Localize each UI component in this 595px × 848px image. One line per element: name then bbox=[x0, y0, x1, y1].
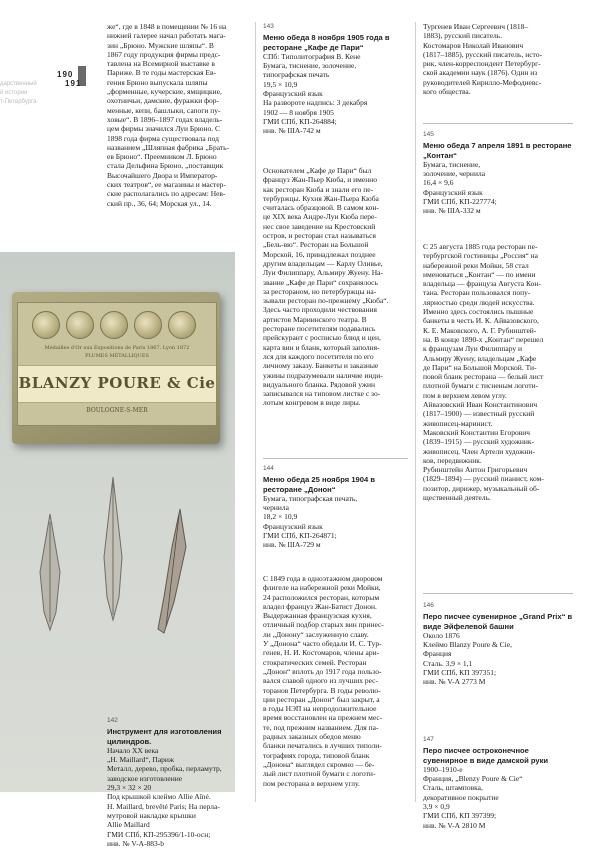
text-line: флигеле на набережной реки Мойки, bbox=[263, 583, 381, 593]
text-line: Высочайшего Двора и Император- bbox=[107, 170, 218, 180]
text-line: набережной реки Мойки, 58 стал bbox=[423, 260, 529, 270]
detail-line: Сталь. 3,9 × 1,1 bbox=[423, 658, 473, 668]
entry-145 bbox=[423, 130, 573, 216]
text-line: ских театров“, ее магазины и мастер- bbox=[107, 180, 226, 190]
detail-line: СПб: Типолитография В. Кене bbox=[263, 51, 361, 61]
entry-title: Меню обеда 7 апреля 1891 в ресторане „Контан“ bbox=[423, 141, 572, 160]
text-line: записывался на типовом листке с зо- bbox=[263, 389, 381, 399]
folio bbox=[57, 70, 100, 88]
column-2-text bbox=[263, 166, 408, 408]
text-line: за рестораном, но петербуржцы на- bbox=[263, 286, 377, 296]
entry-title: Меню обеда 8 ноября 1905 года в ресторане „Кафе де Пари“ bbox=[263, 33, 390, 52]
text-line: звание „Кафе де Пари“ сохранялось bbox=[263, 277, 378, 287]
running-head bbox=[0, 80, 37, 107]
text-line: ские располагались по адресам: Нев- bbox=[107, 189, 226, 199]
entry-title: Инструмент для изготовления цилиндров. bbox=[107, 727, 222, 746]
detail-line: Под крышкой клеймо Allie Aîné. bbox=[107, 792, 211, 802]
text-line: лся для каждого посетителя по его bbox=[263, 351, 374, 361]
text-line: те, под прежним названием. Для па- bbox=[263, 722, 379, 732]
detail-line: Французский язык bbox=[263, 521, 323, 531]
text-line: тографиях города, типовой бланк bbox=[263, 750, 370, 760]
text-line: нес свое заведение на Крестовский bbox=[263, 221, 376, 231]
column-divider bbox=[255, 22, 256, 802]
medal-icon bbox=[134, 311, 162, 339]
text-line: в годы НЭП на непродолжительное bbox=[263, 704, 377, 714]
divider bbox=[423, 123, 573, 124]
text-line: Костомаров Николай Иванович bbox=[423, 40, 524, 50]
entry-number: 144 bbox=[263, 465, 274, 472]
entry-142 bbox=[107, 716, 247, 848]
text-line: генев, Н. И. Костомаров, члены ари- bbox=[263, 648, 380, 658]
text-line: (1839–1915) — русский художник- bbox=[423, 437, 535, 447]
text-line: охотничьи, дамские, фуражки фор- bbox=[107, 96, 219, 106]
column-3-body-text bbox=[423, 242, 573, 502]
text-line: как ресторан Кюба и знали его пе- bbox=[263, 184, 374, 194]
detail-line: инв. № V-А 2773 М bbox=[423, 677, 486, 687]
text-line: Тургенев Иван Сергеевич (1818– bbox=[423, 22, 529, 31]
detail-line: инв. № IIIA-729 м bbox=[263, 540, 321, 550]
text-line: владельца — француза Августа Кон- bbox=[423, 279, 541, 289]
text-line: позитор, дирижер, музыкальный об- bbox=[423, 483, 540, 493]
entry-details bbox=[263, 52, 408, 136]
detail-line: 29,3 × 32 × 20 bbox=[107, 783, 152, 793]
detail-line: Сталь, штамповка, bbox=[423, 783, 483, 793]
detail-line: золочение, чернила bbox=[423, 169, 486, 179]
detail-line: ГМИ СПб, КП-295396/1-10-осн; bbox=[107, 829, 211, 839]
detail-line: инв. № V-А 2810 М bbox=[423, 820, 486, 830]
folio-right: 191 bbox=[65, 79, 82, 88]
detail-line: На развороте надпись: 3 декабря bbox=[263, 98, 368, 108]
text-line: 24 расположился ресторан, которым bbox=[263, 592, 380, 602]
text-line: Айвазовский Иван Константинович bbox=[423, 400, 538, 410]
detail-line: инв. № IIIA-332 м bbox=[423, 206, 481, 216]
text-line: прейскурант с росписью блюд и цен, bbox=[263, 333, 381, 343]
text-line: зин „Брюно. Мужские шляпы“. В bbox=[107, 40, 214, 50]
text-line: лярностью среди людей искусства. bbox=[423, 297, 535, 307]
entry-number: 146 bbox=[423, 602, 434, 609]
detail-line: 19,5 × 10,9 bbox=[263, 79, 298, 89]
detail-line: Бумага, тиснение, bbox=[423, 159, 481, 169]
text-line: тавлена на Всемирной выставке в bbox=[107, 59, 215, 69]
text-line: время восстановлен на прежнем мес- bbox=[263, 713, 383, 723]
text-line: торанов Петербурга. В годы револю- bbox=[263, 685, 381, 695]
text-line: остров, и ресторан стал называться bbox=[263, 231, 376, 241]
text-line: именоваться „Контан“ — по имени bbox=[423, 269, 536, 279]
text-line: (1817–1900) — известный русский bbox=[423, 409, 535, 419]
text-line: ресторане посетителям подавались bbox=[263, 324, 376, 334]
pen-hand-icon bbox=[150, 507, 190, 637]
text-line: нижней галерее начал работать мага- bbox=[107, 31, 226, 41]
entry-147 bbox=[423, 735, 573, 830]
text-line: радных заказных обедов меню bbox=[263, 732, 361, 742]
detail-line: Около 1876 bbox=[423, 630, 460, 640]
text-line: це XIX века Андре-Луи Кюба пере- bbox=[263, 212, 377, 222]
column-divider bbox=[415, 22, 416, 802]
detail-line: 1900–1910-е bbox=[423, 764, 463, 774]
text-line: ции ресторан „Донон“ был закрыт, а bbox=[263, 694, 380, 704]
detail-line: Бумага, типографская печать, bbox=[263, 493, 358, 503]
text-line: повой бланк ресторана — белый лист bbox=[423, 372, 544, 382]
entry-details bbox=[423, 631, 573, 687]
text-line: Луи Филиппару, Альмиру Жуену. На- bbox=[263, 268, 383, 278]
detail-line: ГМИ СПб, КП 397399; bbox=[423, 811, 497, 821]
text-line: ский пр., 36, 64; Морская ул., 14. bbox=[107, 198, 212, 208]
detail-line: ГМИ СПб, КП-227774; bbox=[423, 197, 497, 207]
text-line: владел француз Жан-Батист Донон. bbox=[263, 601, 377, 611]
text-line: Маковский Константин Егорович bbox=[423, 427, 531, 437]
detail-line: Франция bbox=[423, 649, 452, 659]
text-line: рик, член-корреспондент Петербург- bbox=[423, 59, 541, 69]
detail-line: 18,2 × 10,9 bbox=[263, 512, 298, 522]
box-line-2: PLUMES MÉTALLIQUES bbox=[85, 353, 149, 359]
text-line: Выдержанная французская кухня, bbox=[263, 611, 372, 621]
text-line: (1829–1894) — русский пианист, ком- bbox=[423, 474, 544, 484]
entry-title: Перо писчее остроконечное сувенирное в виде дамской руки bbox=[423, 746, 549, 765]
text-line: тербуржцы. Кухня Жан-Пьера Кюба bbox=[263, 193, 379, 203]
detail-line: „H. Maillard“, Париж bbox=[107, 755, 175, 765]
running-head-line: дарственный bbox=[0, 81, 37, 87]
text-line: „Донон“ вплоть до 1917 года пользо- bbox=[263, 666, 382, 676]
detail-line: Клеймо Blanzy Poure & Cie, bbox=[423, 640, 512, 650]
text-line: француз Жан-Пьер Кюба, и именно bbox=[263, 175, 377, 185]
text-line: Здесь часто проходили чествования bbox=[263, 305, 377, 315]
text-line: тербургской гостиницы „Россия“ на bbox=[423, 251, 539, 261]
entry-title: Меню обеда 25 ноября 1904 в ресторане „Донон“ bbox=[263, 475, 375, 494]
text-line: стала Дельфина Брюно, „поставщик bbox=[107, 161, 224, 171]
running-head-line: й истории bbox=[0, 90, 28, 96]
text-line: к французам Луи Филиппару и bbox=[423, 344, 523, 354]
text-line: лый лист плотной бумаги с логоти- bbox=[263, 769, 376, 779]
text-line: ков, передвижник. bbox=[423, 455, 482, 465]
text-line: ужины подразумевали наличие инди- bbox=[263, 370, 383, 380]
medal-icon bbox=[32, 311, 60, 339]
text-line: на. В конце 1890-х „Контан“ перешел bbox=[423, 334, 544, 344]
divider bbox=[263, 458, 408, 459]
text-line: 1867 году продукция фирмы предс- bbox=[107, 49, 221, 59]
detail-line: 3,9 × 0,9 bbox=[423, 802, 450, 812]
text-line: „форменные, кучерские, ямщицкие, bbox=[107, 87, 222, 97]
box-line-3: BOULOGNE-S-MER bbox=[86, 407, 148, 414]
detail-line: чернила bbox=[263, 503, 289, 513]
text-line: другим владельцам — Карлу Оливье, bbox=[263, 258, 383, 268]
detail-line: 1902 — 8 ноября 1905 bbox=[263, 107, 334, 117]
text-line: гения Брюно выпускала шляпы bbox=[107, 77, 208, 87]
detail-line: инв. № V-A-883-b bbox=[107, 838, 164, 848]
detail-line: ГМИ СПб, КП-264871; bbox=[263, 531, 337, 541]
text-line: вался славой одного из лучших рес- bbox=[263, 676, 379, 686]
text-line: Рубинштейн Антон Григорьевич bbox=[423, 465, 528, 475]
text-line: К. Е. Маковского, А. Г. Рубинштей- bbox=[423, 325, 537, 335]
text-line: С 1849 года в одноэтажном дворовом bbox=[263, 574, 383, 583]
detail-line: ГМИ СПб, КП-264884; bbox=[263, 116, 337, 126]
text-line: Именно здесь состоялись пышные bbox=[423, 307, 534, 317]
text-line: руководителей Кирилло-Мефодиевс- bbox=[423, 77, 542, 87]
detail-line: Бумага, тиснение, золочение, bbox=[263, 61, 357, 71]
entry-details bbox=[107, 746, 247, 848]
detail-line: декоративное покрытие bbox=[423, 792, 499, 802]
detail-line: Начало XX века bbox=[107, 745, 159, 755]
text-line: стократических семей. Ресторан bbox=[263, 657, 367, 667]
text-line: личному заказу. Банкеты и заказные bbox=[263, 361, 379, 371]
text-line: видуального бланка. Рядовой ужин bbox=[263, 379, 376, 389]
box-brand: BLANZY POURE & Cie bbox=[18, 374, 216, 392]
text-line: плотной бумаги с тисненым логоти- bbox=[423, 381, 539, 391]
detail-line: мутровой накладке крышки bbox=[107, 810, 196, 820]
detail-line: инв. № IIIA-742 м bbox=[263, 126, 321, 136]
text-line: Морской, 16, принадлежал позднее bbox=[263, 249, 376, 259]
text-line: „Бель-вю“. Ресторан на Большой bbox=[263, 240, 369, 250]
detail-line: Франция, „Blenzy Poure & Cie“ bbox=[423, 774, 523, 784]
text-line: Основателем „Кафе де Пари“ был bbox=[263, 166, 372, 175]
text-line: ли „Донону“ заслуженную славу. bbox=[263, 629, 369, 639]
medal-icon bbox=[100, 311, 128, 339]
text-line: пом в верхнем левом углу. bbox=[423, 390, 507, 400]
box-line-1: Médailles d'Or aux Expositions de Paris 1867. Lyon 1872 bbox=[44, 345, 190, 351]
text-line: же“, где в 1848 в помещении № 16 на bbox=[107, 22, 227, 31]
text-line: считалась образцовой. В самом кон- bbox=[263, 203, 379, 213]
entry-143 bbox=[263, 22, 408, 136]
detail-line: Французский язык bbox=[423, 187, 483, 197]
text-line: банкеты в честь И. К. Айвазовского, bbox=[423, 316, 539, 326]
column-1-text bbox=[107, 22, 247, 208]
text-line: пом ресторана в верхнем углу. bbox=[263, 778, 360, 788]
entry-title: Перо писчее сувенирное „Grand Prix“ в виде Эйфелевой башни bbox=[423, 612, 573, 631]
text-line: „Донона“ выглядел скромно — бе- bbox=[263, 759, 375, 769]
text-line: ев Брюно“. Преемником Л. Брюно bbox=[107, 152, 217, 162]
column-2-bottom-text bbox=[263, 574, 408, 788]
box-band bbox=[18, 365, 216, 403]
text-line: тана. Ресторан пользовался попу- bbox=[423, 288, 531, 298]
text-line: С 25 августа 1885 года ресторан пе- bbox=[423, 242, 538, 251]
detail-line: типографская печать bbox=[263, 70, 330, 80]
entry-number: 143 bbox=[263, 23, 274, 30]
text-line: ховые“. В 1896–1897 годах владель- bbox=[107, 114, 223, 124]
pen-plain-icon bbox=[98, 477, 128, 622]
medal-icon bbox=[168, 311, 196, 339]
photo bbox=[0, 252, 235, 792]
column-3-text bbox=[423, 22, 573, 96]
text-line: цем фирмы значился Луи Брюно. С bbox=[107, 124, 221, 134]
entry-details bbox=[423, 160, 573, 216]
text-line: живописец-маринист. bbox=[423, 418, 493, 428]
detail-line: Металл, дерево, пробка, перламутр, bbox=[107, 764, 222, 774]
detail-line: H. Maillard, brevêté Paris; На перла- bbox=[107, 801, 220, 811]
text-line: Париже. В те годы мастерская Ев- bbox=[107, 68, 217, 78]
text-line: артистов Мариинского театра. В bbox=[263, 314, 367, 324]
text-line: ской академии наук (1876). Один из bbox=[423, 68, 538, 78]
entry-146 bbox=[423, 601, 573, 687]
running-head-line: т-Петербурга bbox=[0, 99, 37, 105]
entry-number: 147 bbox=[423, 736, 434, 743]
divider bbox=[423, 593, 573, 594]
entry-number: 142 bbox=[107, 717, 118, 724]
entry-details bbox=[423, 765, 573, 830]
folio-left: 190 bbox=[57, 70, 74, 79]
text-line: карта вин и бланк, который заполня- bbox=[263, 342, 380, 352]
text-line: менные, кепи, башлыки, сапоги пу- bbox=[107, 105, 221, 115]
text-line: кого общества. bbox=[423, 87, 471, 97]
text-line: названием „Шляпная фабрика „Брать- bbox=[107, 142, 230, 152]
entry-number: 145 bbox=[423, 131, 434, 138]
detail-line: заводское изготовление bbox=[107, 773, 183, 783]
medal-icon bbox=[66, 311, 94, 339]
text-line: зывали ресторан по-прежнему „Кюба“. bbox=[263, 296, 389, 306]
box-lid bbox=[17, 302, 217, 426]
detail-line: Allie Maillard bbox=[107, 820, 150, 830]
text-line: де Пари“ на Большой Морской. Ти- bbox=[423, 362, 537, 372]
text-line: Альмиру Жуену, владельцам „Кафе bbox=[423, 353, 537, 363]
detail-line: ГМИ СПб, КП 397351; bbox=[423, 668, 497, 678]
text-line: У „Донона“ часто обедали И. С. Тур- bbox=[263, 639, 382, 649]
text-line: 1898 года фирма существовала под bbox=[107, 133, 219, 143]
text-line: лотым конгревом в виде лиры. bbox=[263, 398, 361, 408]
text-line: (1817–1885), русский писатель, исто- bbox=[423, 49, 542, 59]
detail-line: Французский язык bbox=[263, 89, 323, 99]
entry-144 bbox=[263, 464, 408, 550]
entry-details bbox=[263, 494, 408, 550]
detail-line: 16,4 × 9,6 bbox=[423, 178, 454, 188]
text-line: щественный деятель. bbox=[423, 493, 491, 503]
text-line: 1883), русский писатель. bbox=[423, 31, 503, 41]
text-line: живописец. Член Артели художни- bbox=[423, 446, 535, 456]
pen-eiffel-icon bbox=[30, 512, 70, 632]
pen-box bbox=[12, 292, 220, 444]
text-line: бланки печатались в лучших типоли- bbox=[263, 741, 382, 751]
text-line: отличный подбор старых вин принес- bbox=[263, 620, 384, 630]
